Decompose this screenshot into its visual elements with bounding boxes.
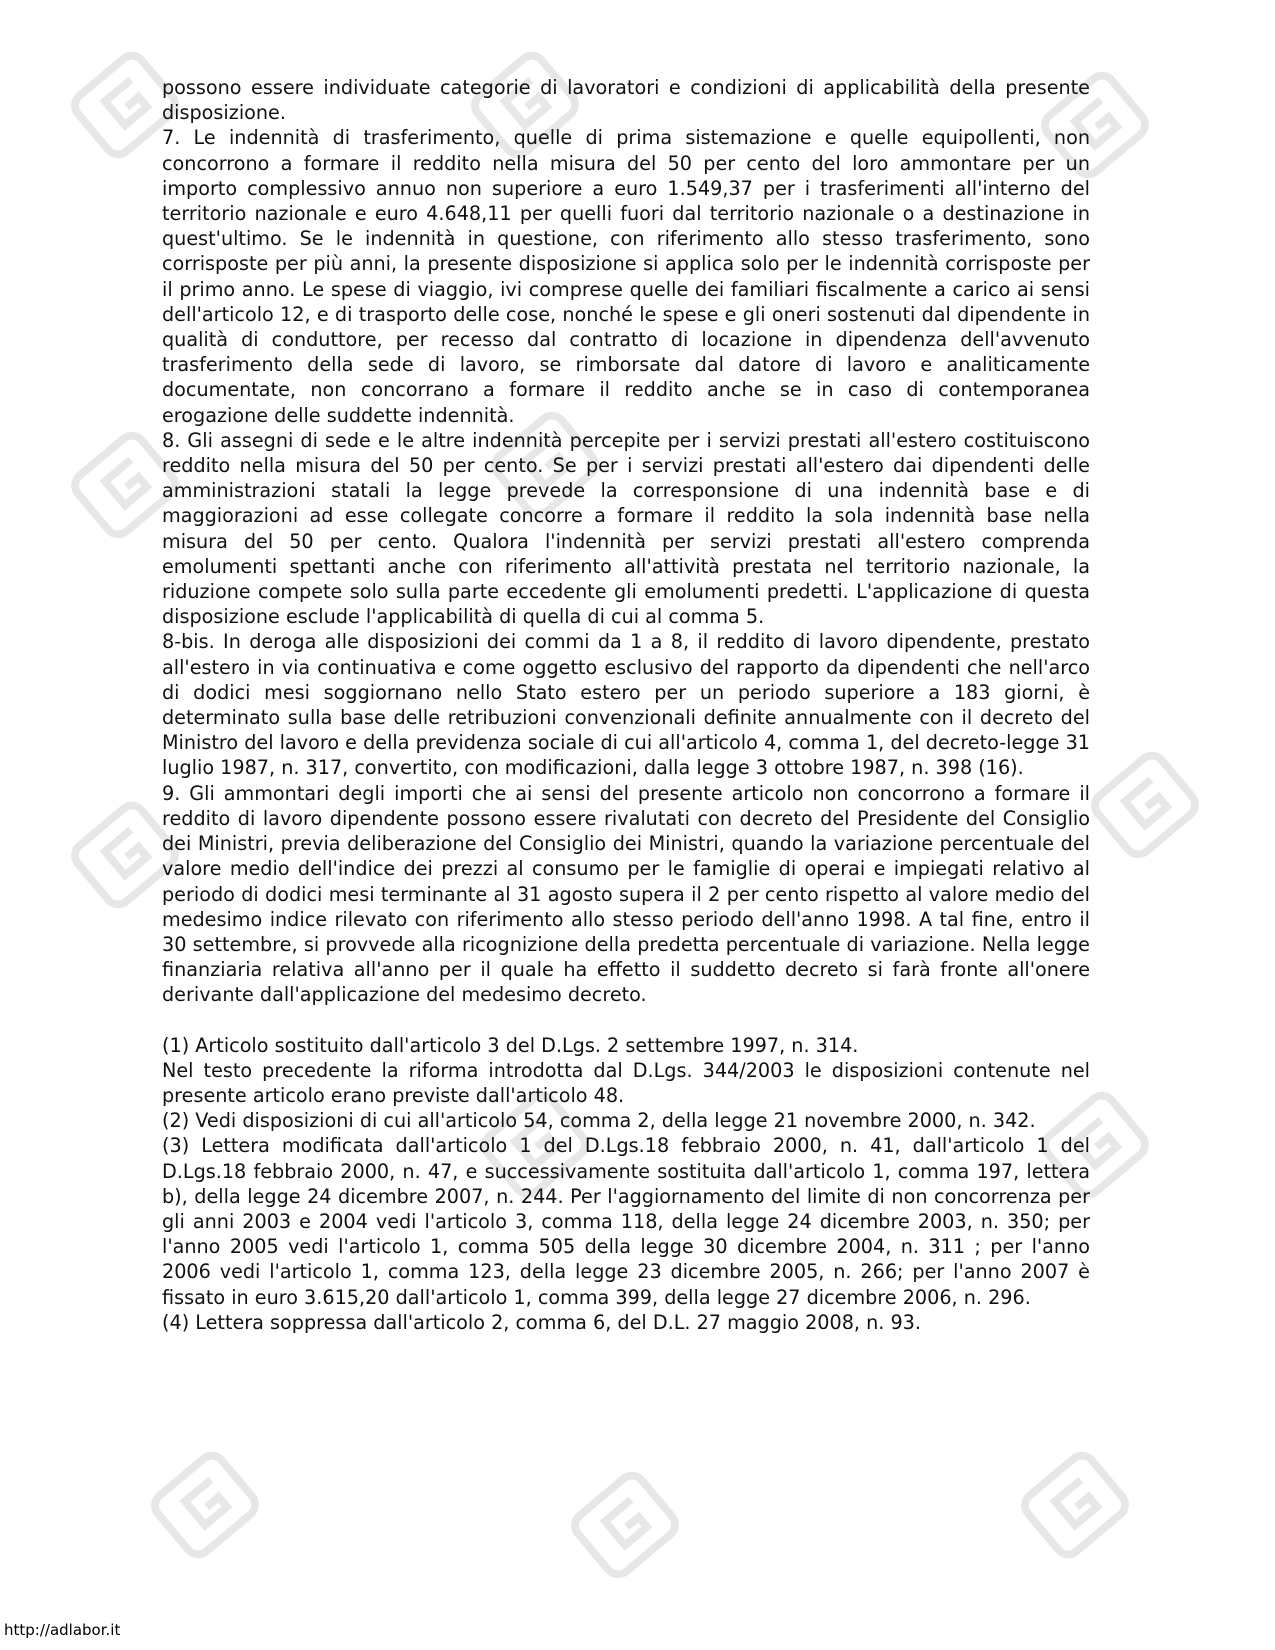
watermark-logo-icon: [1080, 740, 1210, 870]
paragraph-continuation: possono essere individuate categorie di lavoratori e condizioni di applicabilità della presente disposizione.: [162, 76, 1090, 125]
paragraph-comma-8-bis: 8-bis. In deroga alle disposizioni dei commi da 1 a 8, il reddito di lavoro dipendente, prestato all'estero in via continuativa e come oggetto esclusivo del rapporto da dipendenti che nell'arco di dodici mesi soggiornano nello Stato estero per un periodo superiore a 183 giorni, è determinato sulla base delle retribuzioni convenzionali definite annualmente con il decreto del Ministro del lavoro e della previdenza sociale di cui all'articolo 4, comma 1, del decreto-legge 31 luglio 1987, n. 317, convertito, con modificazioni, dalla legge 3 ottobre 1987, n. 398 (16).: [162, 630, 1090, 780]
paragraph-comma-7: 7. Le indennità di trasferimento, quelle di prima sistemazione e quelle equipollenti, non concorrono a formare il reddito nella misura del 50 per cento del loro ammontare per un importo complessivo annuo non superiore a euro 1.549,37 per i trasferimenti all'interno del territorio nazionale e euro 4.648,11 per quelli fuori dal territorio nazionale o a destinazione in quest'ultimo. Se le indennità in questione, con riferimento allo stesso trasferimento, sono corrisposte per più anni, la presente disposizione si applica solo per le indennità corrisposte per il primo anno. Le spese di viaggio, ivi comprese quelle dei familiari fiscalmente a carico ai sensi dell'articolo 12, e di trasporto delle cose, nonché le spese e gli oneri sostenuti dal dipendente in qualità di conduttore, per recesso dal contratto di locazione in dipendenza dell'avvenuto trasferimento della sede di lavoro, se rimborsate dal datore di lavoro e analiticamente documentate, non concorrano a formare il reddito anche se in caso di contemporanea erogazione delle suddette indennità.: [162, 126, 1090, 427]
watermark-logo-icon: [1010, 1440, 1140, 1570]
footnote-2: (2) Vedi disposizioni di cui all'articolo 54, comma 2, della legge 21 novembre 2000, n. 342.: [162, 1109, 1036, 1133]
footnote-1: (1) Articolo sostituito dall'articolo 3 del D.Lgs. 2 settembre 1997, n. 314.: [162, 1033, 859, 1057]
notes-separator: [162, 1008, 1090, 1033]
footnote-4: (4) Lettera soppressa dall'articolo 2, comma 6, del D.L. 27 maggio 2008, n. 93.: [162, 1310, 921, 1334]
footer-url: http://adlabor.it: [4, 1621, 121, 1639]
watermark-logo-icon: [560, 1460, 690, 1590]
watermark-logo-icon: [140, 1440, 270, 1570]
footnote-3: (3) Lettera modificata dall'articolo 1 del D.Lgs.18 febbraio 2000, n. 41, dall'articolo 1 del D.Lgs.18 febbraio 2000, n. 47, e successivamente sostituita dall'articolo 1, comma 197, lettera b), della legge 24 dicembre 2007, n. 244. Per l'aggiornamento del limite di non concorrenza per gli anni 2003 e 2004 vedi l'articolo 3, comma 118, della legge 24 dicembre 2003, n. 350; per l'anno 2005 vedi l'articolo 1, comma 505 della legge 30 dicembre 2004, n. 311 ; per l'anno 2006 vedi l'articolo 1, comma 123, della legge 23 dicembre 2005, n. 266; per l'anno 2007 è fissato in euro 3.615,20 dall'articolo 1, comma 399, della legge 27 dicembre 2006, n. 296.: [162, 1134, 1090, 1309]
footnote-1-continuation: Nel testo precedente la riforma introdotta dal D.Lgs. 344/2003 le disposizioni contenute nel presente articolo erano previste dall'articolo 48.: [162, 1058, 1090, 1107]
footnotes: [162, 1033, 1090, 1335]
document-body: [162, 75, 1090, 1335]
paragraph-comma-9: 9. Gli ammontari degli importi che ai sensi del presente articolo non concorrono a formare il reddito di lavoro dipendente possono essere rivalutati con decreto del Presidente del Consiglio dei Ministri, previa deliberazione del Consiglio dei Ministri, quando la variazione percentuale del valore medio dell'indice dei prezzi al consumo per le famiglie di operai e impiegati relativo al periodo di dodici mesi terminante al 31 agosto supera il 2 per cento rispetto al valore medio del medesimo indice rilevato con riferimento allo stesso periodo dell'anno 1998. A tal fine, entro il 30 settembre, si provvede alla ricognizione della predetta percentuale di variazione. Nella legge finanziaria relativa all'anno per il quale ha effetto il suddetto decreto si farà fronte all'onere derivante dall'applicazione del medesimo decreto.: [162, 781, 1090, 1007]
paragraph-comma-8: 8. Gli assegni di sede e le altre indennità percepite per i servizi prestati all'estero costituiscono reddito nella misura del 50 per cento. Se per i servizi prestati all'estero dai dipendenti delle amministrazioni statali la legge prevede la corresponsione di una indennità base e di maggiorazioni ad esse collegate concorre a formare il reddito la sola indennità base nella misura del 50 per cento. Qualora l'indennità per servizi prestati all'estero comprenda emolumenti spettanti anche con riferimento all'attività prestata nel territorio nazionale, la riduzione compete solo sulla parte eccedente gli emolumenti predetti. L'applicazione di questa disposizione esclude l'applicabilità di quella di cui al comma 5.: [162, 428, 1090, 629]
